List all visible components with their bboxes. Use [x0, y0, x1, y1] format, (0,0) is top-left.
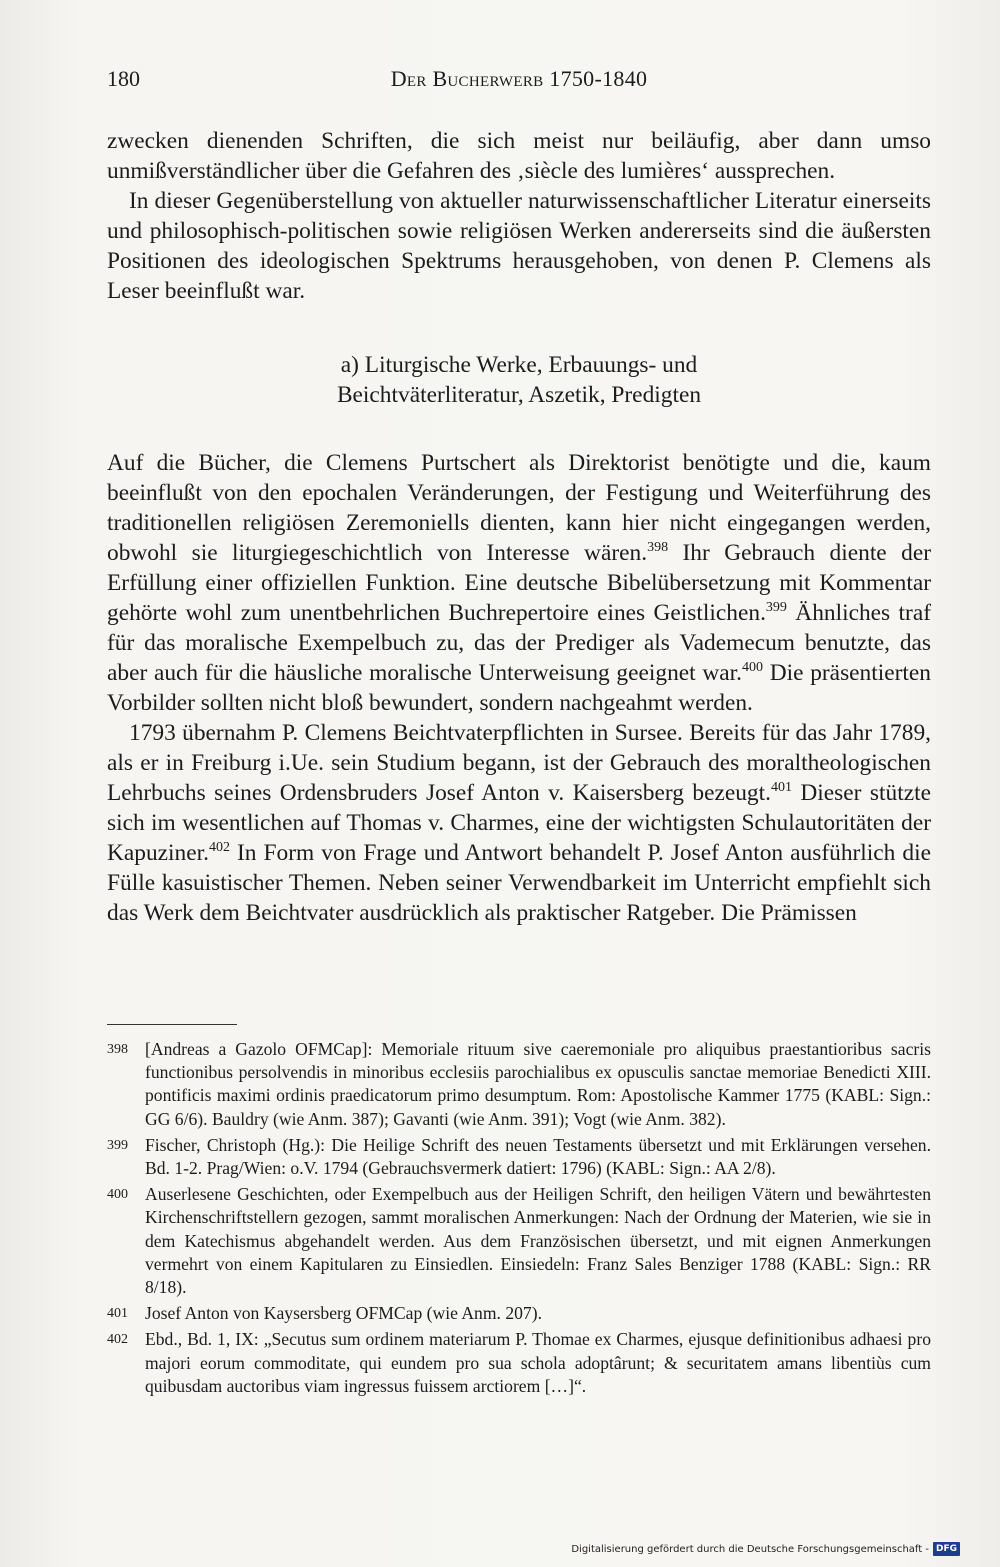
- paragraph-1: zwecken dienenden Schriften, die sich meist nur beiläufig, aber dann umso unmißverständlicher über die Gefahren des ‚siècle des lumières‘ aussprechen.: [107, 128, 931, 184]
- footnote-text: [Andreas a Gazolo OFMCap]: Memoriale rituum sive caeremoniale pro aliquibus praestantioribus sacris functionibus persolvendis in minoribus ecclesiis parochialibus ex opusculis sanctae memoriae Benedicti XIII. pontificis maximi ordinis praedicatorum primo desumptum. Rom: Apostolische Kammer 1775 (KABL: Sign.: GG 6/6). Bauldry (wie Anm. 387); Gavanti (wie Anm. 391); Vogt (wie Anm. 382).: [145, 1039, 931, 1129]
- main-text: [107, 126, 931, 928]
- footnote-text: Auserlesene Geschichten, oder Exempelbuch aus der Heiligen Schrift, den heiligen Vätern und bewährtesten Kirchenschriftstellern gezogen, sammt moralischen Anmerkungen: Nach der Ordnung der Materien, wie sie in dem Katechismus abgehandelt werden. Aus dem Französischen übersetzt, und mit eignen Anmerkungen vermehrt von einem Kapitularen zu Einsiedlen. Einsiedeln: Franz Sales Benziger 1788 (KABL: Sign.: RR 8/18).: [145, 1184, 931, 1298]
- paragraph-3: [107, 448, 931, 718]
- footnote-401: [107, 1302, 931, 1325]
- footnote-number: 401: [107, 1306, 128, 1322]
- footnote-ref-400[interactable]: 400: [742, 660, 763, 675]
- paragraph-3-text-2: Ihr Gebrauch diente der Erfüllung einer offiziellen Funktion. Eine deutsche Bibelübersetzung mit Kommentar gehörte wohl zum unentbehrlichen Buchrepertoire eines Geistlichen.: [107, 540, 931, 626]
- dfg-logo-icon[interactable]: DFG: [933, 1542, 960, 1556]
- paragraph-4-text-1: 1793 übernahm P. Clemens Beichtvaterpflichten in Sursee. Bereits für das Jahr 1789, als er in Freiburg i.Ue. sein Studium begann, ist der Gebrauch des moraltheologischen Lehrbuchs seines Ordensbruders Josef Anton v. Kaisersberg bezeugt.: [107, 720, 931, 806]
- footnotes: [107, 1038, 931, 1401]
- dfg-credit-text: Digitalisierung gefördert durch die Deutsche Forschungsgemeinschaft -: [571, 1543, 929, 1555]
- footnote-divider: [107, 1024, 237, 1025]
- footnote-ref-398[interactable]: 398: [647, 540, 669, 555]
- footnote-ref-402[interactable]: 402: [208, 840, 230, 855]
- page-number: 180: [107, 66, 140, 91]
- section-heading-line-2: Beichtväterliteratur, Aszetik, Predigten: [336, 382, 702, 408]
- running-head: [107, 66, 931, 92]
- footnote-ref-399[interactable]: 399: [765, 600, 787, 615]
- footnote-number: 399: [107, 1137, 128, 1153]
- running-head-years: 1750-1840: [543, 66, 648, 91]
- section-heading-line-1: a) Liturgische Werke, Erbauungs- und: [340, 352, 698, 378]
- footnote-402: [107, 1328, 931, 1398]
- footnote-399: [107, 1134, 931, 1180]
- footnote-number: 400: [107, 1187, 128, 1203]
- paragraph-2: In dieser Gegenüberstellung von aktueller naturwissenschaftlicher Literatur einerseits und philosophisch-politischen sowie religiösen Werken andererseits sind die äußersten Positionen des ideologischen Spektrums herausgehoben, von denen P. Clemens als Leser beeinflußt war.: [107, 188, 931, 304]
- paragraph-3-text-3: Ähnliches traf für das moralische Exempelbuch zu, das der Prediger als Vademecum benutzte, das aber auch für die häusliche moralische Unterweisung geeignet war.: [107, 600, 932, 686]
- paragraph-3-text-1: Auf die Bücher, die Clemens Purtschert als Direktorist benötigte und die, kaum beeinflußt von den epochalen Veränderungen, der Festigung und Weiterführung des traditionellen religiösen Zeremoniells dienten, kann hier nicht eingegangen werden, obwohl sie liturgiegeschichtlich von Interesse wären.: [107, 450, 931, 566]
- paragraph-4-text-2: Dieser stützte sich im wesentlichen auf Thomas v. Charmes, eine der wichtigsten Schulautoritäten der Kapuziner.: [107, 780, 931, 866]
- section-heading: [107, 350, 931, 410]
- footnote-text: Josef Anton von Kaysersberg OFMCap (wie Anm. 207).: [145, 1303, 542, 1324]
- footnote-398: [107, 1038, 931, 1131]
- footnote-text: Fischer, Christoph (Hg.): Die Heilige Schrift des neuen Testaments übersetzt und mit Erklärungen versehen. Bd. 1-2. Prag/Wien: o.V. 1794 (Gebrauchsvermerk datiert: 1796) (KABL: Sign.: AA 2/8).: [145, 1134, 931, 1179]
- footnote-ref-401[interactable]: 401: [770, 780, 792, 795]
- footnote-number: 398: [107, 1042, 128, 1057]
- footnote-400: [107, 1183, 931, 1299]
- paragraph-4-text-3: In Form von Frage und Antwort behandelt P. Josef Anton ausführlich die Fülle kasuistischer Themen. Neben seiner Verwendbarkeit im Unterricht empfiehlt sich das Werk dem Beichtvater ausdrücklich als praktischer Ratgeber. Die Prämissen: [107, 840, 931, 926]
- paragraph-4: [107, 718, 931, 928]
- dfg-credit: [571, 1541, 960, 1557]
- page-header: [107, 66, 931, 98]
- paragraph-3-text-4: Die präsentierten Vorbilder sollten nicht bloß bewundert, sondern nachgeahmt werden.: [107, 660, 931, 716]
- running-head-title: Der Bucherwerb: [390, 66, 544, 91]
- footnote-number: 402: [107, 1332, 128, 1348]
- footnote-text: Ebd., Bd. 1, IX: „Secutus sum ordinem materiarum P. Thomae ex Charmes, ejusque definitionibus adhaesi pro majori eorum commoditate, qui eundem pro sua schola adoptârunt; & securitatem amans libentiùs cum quibusdam auctoribus viam ingressus fuissem arctiorem […]“.: [145, 1329, 931, 1396]
